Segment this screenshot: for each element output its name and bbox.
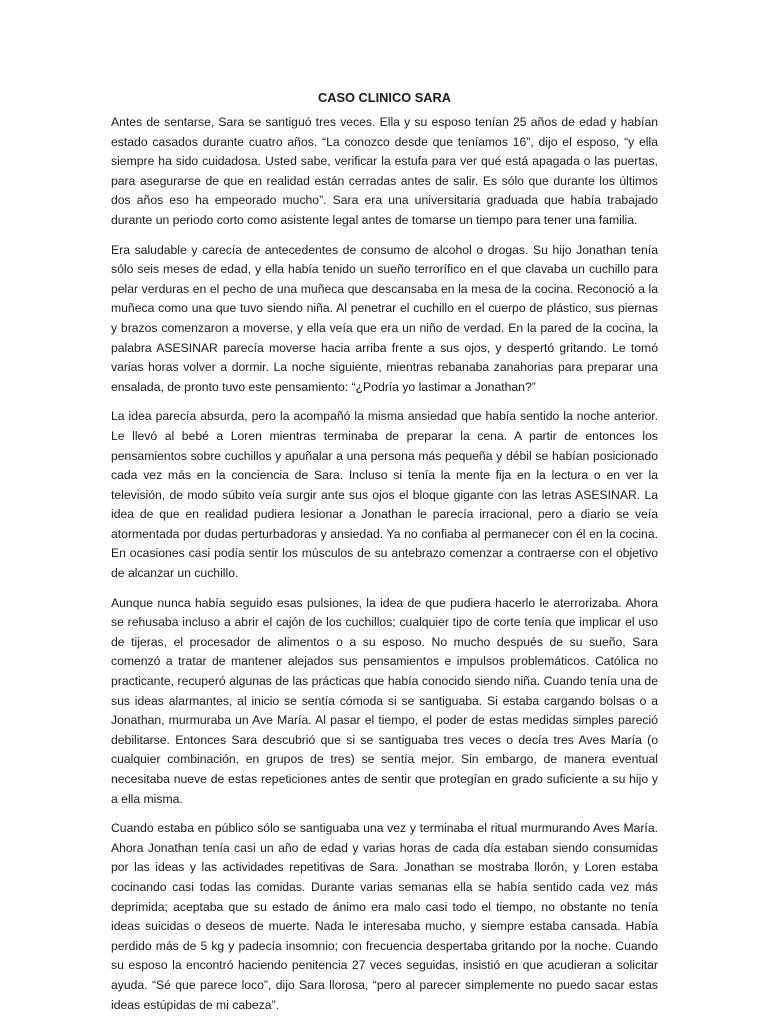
paragraph-4: Aunque nunca había seguido esas pulsiones, la idea de que pudiera hacerlo le aterrorizaba. Ahora se rehusaba incluso a abrir el cajón de los cuchillos; cualquier tipo de corte tenía que implicar el uso de tijeras, el procesador de alimentos o a su esposo. No mucho después de su sueño, Sara comenzó a tratar de mantener alejados sus pensamientos e impulsos problemáticos. Católica no practicante, recuperó algunas de las prácticas que había conocido siendo niña. Cuando tenía una de sus ideas alarmantes, al inicio se sentía cómoda si se santiguaba. Si estaba cargando bolsas o a Jonathan, murmuraba un Ave María. Al pasar el tiempo, el poder de estas medidas simples pareció debilitarse. Entonces Sara descubrió que si se santiguaba tres veces o decía tres Aves María (o cualquier combinación, en grupos de tres) se sentía mejor. Sin embargo, de manera eventual necesitaba nueve de estas repeticiones antes de sentir que protegían en grado suficiente a su hijo y a ella misma. [111,595,658,806]
paragraph-1: Antes de sentarse, Sara se santiguó tres veces. Ella y su esposo tenían 25 años de edad y habían estado casados durante cuatro años. “La conozco desde que teníamos 16”, dijo el esposo, “y ella siempre ha sido cuidadosa. Usted sabe, verificar la estufa para ver qué está apagada o las puertas, para asegurarse de que en realidad están cerradas antes de salir. Es sólo que durante los últimos dos años eso ha empeorado mucho”. Sara era una universitaria graduada que había trabajado durante un periodo corto como asistente legal antes de tomarse un tiempo para tener una familia. [111,115,658,227]
paragraph-3: La idea parecía absurda, pero la acompañó la misma ansiedad que había sentido la noche anterior. Le llevó al bebé a Loren mientras terminaba de preparar la cena. A partir de entonces los pensamientos sobre cuchillos y apuñalar a una persona más pequeña y débil se habían posicionado cada vez más en la conciencia de Sara. Incluso si tenía la mente fija en la lectura o en ver la televisión, de modo súbito veía surgir ante sus ojos el bloque gigante con las letras ASESINAR. La idea de que en realidad pudiera lesionar a Jonathan le parecía irracional, pero a diario se veía atormentada por dudas perturbadoras y ansiedad. Ya no confiaba al permanecer con él en la cocina. En ocasiones casi podía sentir los músculos de su antebrazo comenzar a contraerse con el objetivo de alcanzar un cuchillo. [111,409,658,581]
document-title: CASO CLINICO SARA [318,90,451,105]
document-body [111,88,658,1025]
paragraph-5: Cuando estaba en público sólo se santiguaba una vez y terminaba el ritual murmurando Aves María. Ahora Jonathan tenía casi un año de edad y varias horas de cada día estaban siendo consumidas por las ideas y las actividades repetitivas de Sara. Jonathan se mostraba llorón, y Loren estaba cocinando casi todas las comidas. Durante varias semanas ella se había sentido cada vez más deprimida; aceptaba que su estado de ánimo era malo casi todo el tiempo, no obstante no tenía ideas suicidas o deseos de muerte. Nada le interesaba mucho, y siempre estaba cansada. Había perdido más de 5 kg y padecía insomnio; con frecuencia despertaba gritando por la noche. Cuando su esposo la encontró haciendo penitencia 27 veces seguidas, insistió en que acudieran a solicitar ayuda. “Sé que parece loco”, dijo Sara llorosa, “pero al parecer simplemente no puedo sacar estas ideas estúpidas de mi cabeza”. [111,821,658,1012]
paragraph-2: Era saludable y carecía de antecedentes de consumo de alcohol o drogas. Su hijo Jonathan tenía sólo seis meses de edad, y ella había tenido un sueño terrorífico en el que clavaba un cuchillo para pelar verduras en el pecho de una muñeca que descansaba en la mesa de la cocina. Reconoció a la muñeca como una que tuvo siendo niña. Al penetrar el cuchillo en el cuerpo de plástico, sus piernas y brazos comenzaron a moverse, y ella veía que era un niño de verdad. En la pared de la cocina, la palabra ASESINAR parecía moverse hacia arriba frente a sus ojos, y despertó gritando. Le tomó varias horas volver a dormir. La noche siguiente, mientras rebanaba zanahorias para preparar una ensalada, de pronto tuvo este pensamiento: “¿Podría yo lastimar a Jonathan?” [111,242,658,394]
